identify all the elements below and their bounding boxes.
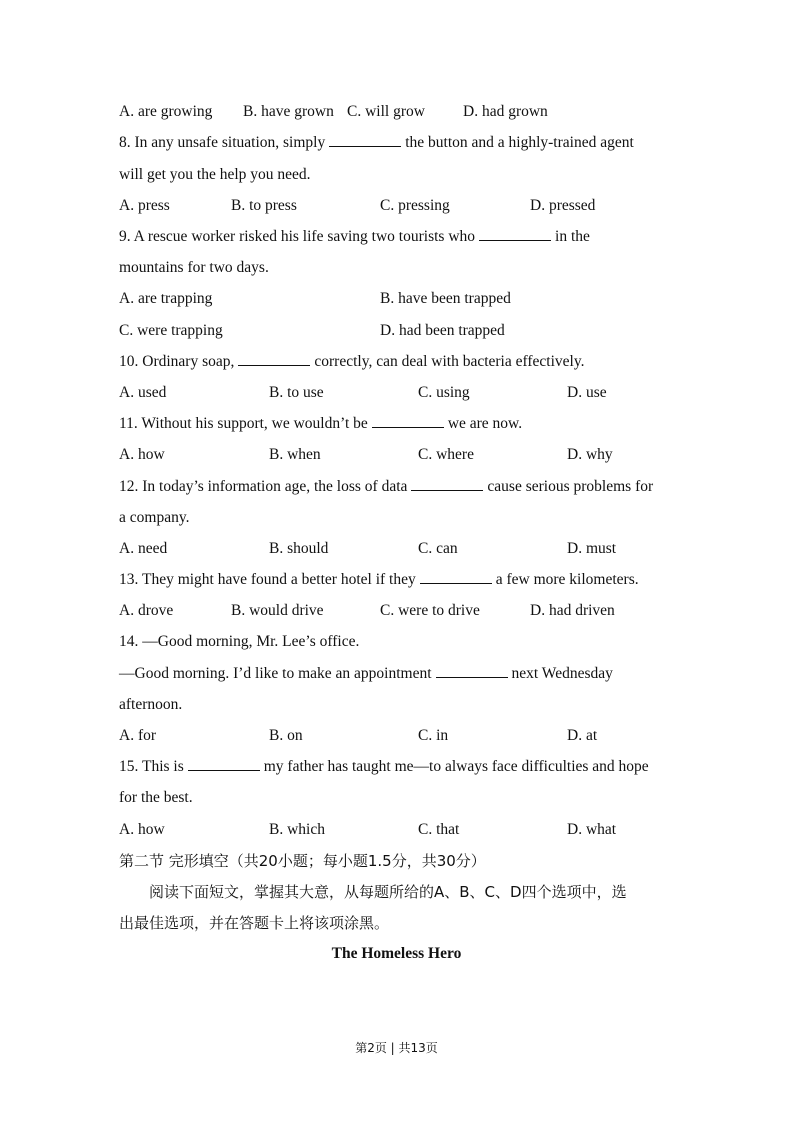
q15-stem [119, 757, 649, 777]
q11-text: 11. Without his support, we wouldn’t be [119, 415, 368, 432]
q14-stem [119, 664, 613, 684]
q10-blank [238, 353, 310, 366]
q7-option-b: B. have grown [243, 103, 334, 120]
q8-option-b: B. to press [231, 197, 297, 214]
q14-option-c: C. in [418, 727, 449, 744]
page-footer: 第2页 | 共13页 [355, 1041, 438, 1055]
q15-option-b: B. which [269, 821, 325, 838]
q11-option-c: C. where [418, 446, 474, 463]
q12-stem-cont: a company. [119, 509, 190, 526]
q9-option-c: C. were trapping [119, 322, 223, 339]
q8-stem-cont: will get you the help you need. [119, 166, 311, 183]
q10-option-d: D. use [567, 384, 607, 401]
q11-option-d: D. why [567, 446, 613, 463]
q13-option-a: A. drove [119, 602, 174, 619]
q12-option-a: A. need [119, 540, 168, 557]
q9-stem-cont: mountains for two days. [119, 259, 269, 276]
q13-option-d: D. had driven [530, 602, 615, 619]
q12-text: 12. In today’s information age, the loss of data [119, 478, 408, 495]
q13-text-after: a few more kilometers. [495, 571, 639, 588]
q12-blank [411, 478, 483, 491]
q10-text-after: correctly, can deal with bacteria effectively. [314, 353, 585, 370]
q10-option-b: B. to use [269, 384, 324, 401]
q8-option-d: D. pressed [530, 197, 596, 214]
q9-option-b: B. have been trapped [380, 290, 511, 307]
q14-option-a: A. for [119, 727, 157, 744]
q15-text-after: my father has taught me—to always face difficulties and hope [263, 758, 649, 775]
q9-text: 9. A rescue worker risked his life saving two tourists who [119, 228, 476, 245]
q11-option-a: A. how [119, 446, 165, 463]
q9-blank [479, 228, 551, 241]
q14-option-b: B. on [269, 727, 303, 744]
q10-text: 10. Ordinary soap, [119, 353, 235, 370]
q14-option-d: D. at [567, 727, 598, 744]
q13-blank [420, 571, 492, 584]
q12-option-d: D. must [567, 540, 617, 557]
passage-title: The Homeless Hero [331, 945, 462, 962]
q14-blank [436, 665, 508, 678]
q13-option-c: C. were to drive [380, 602, 480, 619]
q11-option-b: B. when [269, 446, 321, 463]
q8-text-after: the button and a highly-trained agent [405, 134, 634, 151]
q11-blank [372, 415, 444, 428]
q9-text-after: in the [555, 228, 590, 245]
q8-text: 8. In any unsafe situation, simply [119, 134, 326, 151]
q9-option-d: D. had been trapped [380, 322, 505, 339]
q10-option-a: A. used [119, 384, 167, 401]
q12-option-b: B. should [269, 540, 329, 557]
q15-text: 15. This is [119, 758, 184, 775]
q15-option-c: C. that [418, 821, 460, 838]
q15-stem-cont: for the best. [119, 789, 193, 806]
q8-option-a: A. press [119, 197, 170, 214]
q14-line1: 14. —Good morning, Mr. Lee’s office. [119, 633, 360, 650]
q10-stem [119, 352, 584, 372]
q14-text-after: next Wednesday [511, 665, 613, 682]
q11-text-after: we are now. [447, 415, 523, 432]
q8-option-c: C. pressing [380, 197, 450, 214]
section-instructions-line2: 出最佳选项，并在答题卡上将该项涂黑。 [119, 914, 390, 932]
q15-blank [188, 758, 260, 771]
q11-stem [119, 414, 522, 434]
q12-text-after: cause serious problems for [487, 478, 654, 495]
q9-stem [119, 227, 590, 247]
q13-option-b: B. would drive [231, 602, 324, 619]
q8-blank [329, 134, 401, 147]
q14-text: —Good morning. I’d like to make an appointment [119, 665, 432, 682]
q13-stem [119, 570, 639, 590]
q13-text: 13. They might have found a better hotel if they [119, 571, 416, 588]
q14-stem-cont: afternoon. [119, 696, 183, 713]
section-instructions-line1: 阅读下面短文，掌握其大意，从每题所给的A、B、C、D四个选项中，选 [149, 883, 627, 901]
q7-option-c: C. will grow [347, 103, 425, 120]
section-heading: 第二节 完形填空（共20小题；每小题1.5分，共30分） [119, 852, 486, 870]
q8-stem [119, 133, 634, 153]
q12-option-c: C. can [418, 540, 458, 557]
q9-option-a: A. are trapping [119, 290, 213, 307]
q10-option-c: C. using [418, 384, 470, 401]
q7-option-d: D. had grown [463, 103, 548, 120]
q15-option-d: D. what [567, 821, 617, 838]
q12-stem [119, 477, 653, 497]
q7-option-a: A. are growing [119, 103, 213, 120]
q15-option-a: A. how [119, 821, 165, 838]
